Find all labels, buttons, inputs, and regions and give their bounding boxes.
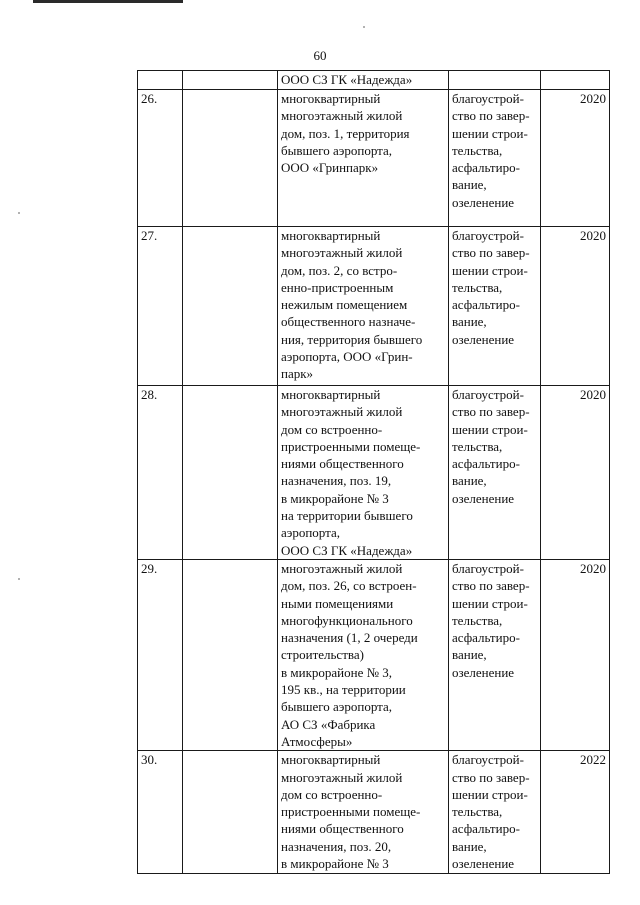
row-number: 26. [141, 91, 158, 106]
work-type-line: шении строи- [452, 125, 528, 141]
work-type-cell [449, 751, 541, 874]
table-row [138, 386, 610, 560]
work-type-line: асфальтиро- [452, 456, 520, 472]
object-description-line: многофункционального [281, 612, 413, 628]
work-type-line: озеленение [452, 331, 515, 347]
work-type-line: вание, [452, 473, 487, 489]
work-type-cell [449, 386, 541, 560]
empty-cell [183, 71, 278, 90]
completion-year: 2020 [580, 91, 606, 106]
table-row [138, 71, 610, 90]
object-description-line: многоквартирный [281, 228, 381, 243]
object-description-line: ния, территория бывшего [281, 331, 423, 347]
work-type-line: благоустрой- [452, 560, 524, 576]
object-description-line: многоквартирный [281, 387, 381, 402]
work-type-line: благоустрой- [452, 752, 524, 768]
scan-speck [18, 578, 20, 580]
object-description-line: многоэтажный жилой [281, 769, 403, 785]
object-description-line: в микрорайоне № 3 [281, 490, 389, 506]
object-table [137, 70, 610, 874]
work-type-line: асфальтиро- [452, 160, 520, 176]
row-number: 28. [141, 387, 158, 402]
object-description-line: ниями общественного [281, 821, 404, 837]
row-number: 29. [141, 560, 158, 576]
object-description-line: ниями общественного [281, 456, 404, 472]
empty-cell [183, 227, 278, 386]
object-description-line: многоэтажный жилой [281, 404, 403, 420]
object-description-line: в микрорайоне № 3, [281, 664, 392, 680]
object-description-line: ООО «Гринпарк» [281, 160, 379, 176]
work-type-line: ство по завер- [452, 578, 530, 594]
object-description-line: дом, поз. 26, со встроен- [281, 578, 417, 594]
work-type-line: ство по завер- [452, 245, 530, 261]
work-type-line: асфальтиро- [452, 821, 520, 837]
table-row [138, 90, 610, 227]
table-row [138, 227, 610, 386]
work-type-line: ство по завер- [452, 108, 530, 124]
object-description-line: многоэтажный жилой [281, 560, 403, 576]
work-type-line: шении строи- [452, 421, 528, 437]
object-description-line: назначения, поз. 20, [281, 838, 392, 854]
year-cell [541, 227, 610, 386]
work-type-line: вание, [452, 177, 487, 193]
object-description-line: ООО СЗ ГК «Надежда» [281, 542, 413, 558]
row-number-cell [138, 559, 183, 750]
object-description-line: нежилым помещением [281, 297, 408, 313]
object-description-line: строительства) [281, 647, 364, 663]
object-description-line: многоквартирный [281, 91, 381, 106]
work-type-line: вание, [452, 314, 487, 330]
object-description-line: общественного назначе- [281, 314, 416, 330]
work-type-line: ство по завер- [452, 404, 530, 420]
object-description-line: дом со встроенно- [281, 786, 383, 802]
object-description-line: аэропорта, [281, 525, 340, 541]
work-type-line: благоустрой- [452, 387, 524, 402]
work-type-line: озеленение [452, 490, 515, 506]
work-type-line: асфальтиро- [452, 297, 520, 313]
object-description-line: назначения, поз. 19, [281, 473, 392, 489]
work-type-line: шении строи- [452, 262, 528, 278]
work-type-line: вание, [452, 838, 487, 854]
empty-cell [183, 90, 278, 227]
work-type-line: благоустрой- [452, 91, 524, 106]
object-description-cell [278, 227, 449, 386]
work-type-line: тельства, [452, 142, 503, 158]
object-description-line: назначения (1, 2 очереди [281, 630, 418, 646]
work-type-cell [449, 227, 541, 386]
table-row [138, 559, 610, 750]
work-type-line: благоустрой- [452, 228, 524, 243]
object-description-line: 195 кв., на территории [281, 682, 406, 698]
year-cell [541, 71, 610, 90]
object-description-line: бывшего аэропорта, [281, 699, 393, 715]
work-type-cell [449, 71, 541, 90]
object-description-cell [278, 559, 449, 750]
row-number-cell [138, 227, 183, 386]
work-type-line: озеленение [452, 664, 515, 680]
object-description-line: енно-пристроенным [281, 279, 394, 295]
empty-cell [183, 386, 278, 560]
year-cell [541, 559, 610, 750]
work-type-line: асфальтиро- [452, 630, 520, 646]
row-number: 30. [141, 752, 158, 768]
work-type-line: озеленение [452, 194, 515, 210]
object-description-line: дом, поз. 1, территория [281, 125, 410, 141]
work-type-line: тельства, [452, 804, 503, 820]
row-number: 27. [141, 228, 158, 243]
row-number-cell [138, 751, 183, 874]
object-description-line: аэропорта, ООО «Грин- [281, 349, 413, 365]
object-description-line: парк» [281, 366, 314, 382]
page-number: 60 [313, 48, 327, 63]
scan-speck [363, 26, 365, 28]
row-number-cell [138, 71, 183, 90]
work-type-line: тельства, [452, 612, 503, 628]
object-description-line: Атмосферы» [281, 733, 353, 749]
empty-cell [183, 559, 278, 750]
object-description-cell [278, 386, 449, 560]
scan-speck [18, 212, 20, 214]
row-number-cell [138, 386, 183, 560]
empty-cell [183, 751, 278, 874]
object-table-body [138, 71, 610, 874]
object-description-line: пристроенными помеще- [281, 804, 421, 820]
object-description-line: на территории бывшего [281, 508, 413, 524]
row-number-cell [138, 90, 183, 227]
work-type-cell [449, 559, 541, 750]
object-description-line: ООО СЗ ГК «Надежда» [281, 72, 413, 87]
object-description-line: в микрорайоне № 3 [281, 856, 389, 872]
object-description-cell [278, 90, 449, 227]
completion-year: 2022 [580, 752, 606, 768]
object-description-line: бывшего аэропорта, [281, 142, 393, 158]
work-type-line: шении строи- [452, 595, 528, 611]
work-type-cell [449, 90, 541, 227]
table-row [138, 751, 610, 874]
work-type-line: тельства, [452, 279, 503, 295]
work-type-line: озеленение [452, 856, 515, 872]
object-description-line: многоквартирный [281, 752, 381, 768]
year-cell [541, 386, 610, 560]
object-description-cell [278, 71, 449, 90]
year-cell [541, 90, 610, 227]
work-type-line: шении строи- [452, 786, 528, 802]
object-description-line: многоэтажный жилой [281, 108, 403, 124]
object-description-line: дом, поз. 2, со встро- [281, 262, 398, 278]
completion-year: 2020 [580, 560, 606, 576]
completion-year: 2020 [580, 228, 606, 243]
work-type-line: ство по завер- [452, 769, 530, 785]
completion-year: 2020 [580, 387, 606, 402]
object-description-line: дом со встроенно- [281, 421, 383, 437]
work-type-line: вание, [452, 647, 487, 663]
object-description-line: АО СЗ «Фабрика [281, 716, 376, 732]
object-description-line: пристроенными помеще- [281, 438, 421, 454]
year-cell [541, 751, 610, 874]
object-description-line: ными помещениями [281, 595, 394, 611]
work-type-line: тельства, [452, 438, 503, 454]
object-description-cell [278, 751, 449, 874]
top-edge-line [33, 0, 183, 3]
object-description-line: многоэтажный жилой [281, 245, 403, 261]
